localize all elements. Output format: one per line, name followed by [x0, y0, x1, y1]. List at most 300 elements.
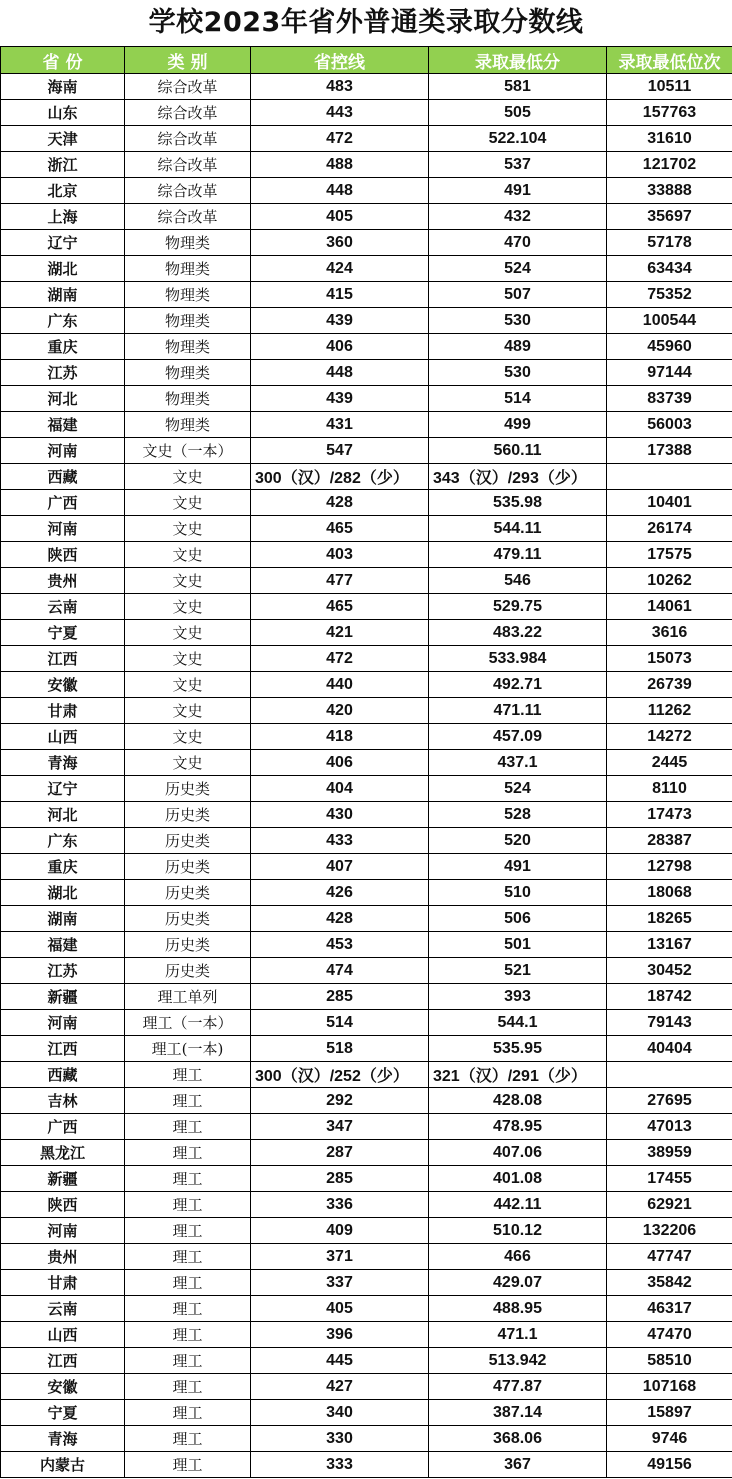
- cell-min-score: 535.98: [429, 490, 607, 516]
- cell-province: 广西: [1, 490, 125, 516]
- cell-category: 物理类: [125, 360, 251, 386]
- cell-control-line: 514: [251, 1010, 429, 1036]
- cell-min-rank: 63434: [607, 256, 732, 282]
- cell-province: 贵州: [1, 568, 125, 594]
- cell-min-score: 510.12: [429, 1218, 607, 1244]
- cell-min-score: 407.06: [429, 1140, 607, 1166]
- table-row: [1, 360, 732, 386]
- cell-min-score: 535.95: [429, 1036, 607, 1062]
- cell-province: 河北: [1, 802, 125, 828]
- cell-min-score: 491: [429, 178, 607, 204]
- cell-control-line: 518: [251, 1036, 429, 1062]
- cell-min-rank: 97144: [607, 360, 732, 386]
- table-row: [1, 672, 732, 698]
- cell-min-rank: 9746: [607, 1426, 732, 1452]
- cell-min-rank: 17575: [607, 542, 732, 568]
- table-row: [1, 854, 732, 880]
- cell-min-rank: 49156: [607, 1452, 732, 1478]
- cell-category: 综合改革: [125, 152, 251, 178]
- cell-min-score: 505: [429, 100, 607, 126]
- cell-category: 文史: [125, 646, 251, 672]
- cell-min-rank: 26174: [607, 516, 732, 542]
- table-row: [1, 464, 732, 490]
- cell-min-rank: 8110: [607, 776, 732, 802]
- cell-min-rank: 38959: [607, 1140, 732, 1166]
- cell-category: 理工(一本): [125, 1036, 251, 1062]
- cell-min-score: 581: [429, 74, 607, 100]
- cell-province: 山东: [1, 100, 125, 126]
- cell-province: 青海: [1, 1426, 125, 1452]
- cell-min-rank: 18068: [607, 880, 732, 906]
- cell-min-score: 499: [429, 412, 607, 438]
- cell-min-rank: 27695: [607, 1088, 732, 1114]
- cell-province: 上海: [1, 204, 125, 230]
- cell-category: 物理类: [125, 230, 251, 256]
- cell-province: 陕西: [1, 542, 125, 568]
- cell-province: 新疆: [1, 984, 125, 1010]
- cell-province: 浙江: [1, 152, 125, 178]
- cell-control-line: 285: [251, 1166, 429, 1192]
- cell-category: 物理类: [125, 256, 251, 282]
- table-row: [1, 568, 732, 594]
- cell-category: 文史: [125, 750, 251, 776]
- cell-province: 云南: [1, 1296, 125, 1322]
- table-row: [1, 1088, 732, 1114]
- cell-control-line: 477: [251, 568, 429, 594]
- cell-province: 宁夏: [1, 1400, 125, 1426]
- cell-category: 综合改革: [125, 74, 251, 100]
- cell-province: 西藏: [1, 1062, 125, 1088]
- cell-min-score: 437.1: [429, 750, 607, 776]
- cell-control-line: 330: [251, 1426, 429, 1452]
- table-row: [1, 412, 732, 438]
- cell-province: 湖北: [1, 880, 125, 906]
- table-row: [1, 1296, 732, 1322]
- cell-min-score: 368.06: [429, 1426, 607, 1452]
- cell-control-line: 440: [251, 672, 429, 698]
- cell-category: 历史类: [125, 802, 251, 828]
- cell-province: 河北: [1, 386, 125, 412]
- cell-category: 理工: [125, 1374, 251, 1400]
- cell-province: 吉林: [1, 1088, 125, 1114]
- cell-min-score: 544.1: [429, 1010, 607, 1036]
- cell-category: 理工: [125, 1426, 251, 1452]
- cell-min-score: 528: [429, 802, 607, 828]
- cell-control-line: 465: [251, 594, 429, 620]
- cell-province: 江西: [1, 1348, 125, 1374]
- cell-control-line: 333: [251, 1452, 429, 1478]
- cell-category: 理工: [125, 1452, 251, 1478]
- cell-min-score: 432: [429, 204, 607, 230]
- cell-min-rank: 14061: [607, 594, 732, 620]
- cell-control-line: 287: [251, 1140, 429, 1166]
- table-row: [1, 1244, 732, 1270]
- table-row: [1, 1400, 732, 1426]
- cell-category: 历史类: [125, 880, 251, 906]
- cell-category: 综合改革: [125, 126, 251, 152]
- cell-control-line: 285: [251, 984, 429, 1010]
- cell-min-rank: 18742: [607, 984, 732, 1010]
- table-body: [1, 74, 732, 1478]
- cell-control-line: 396: [251, 1322, 429, 1348]
- cell-min-score: 520: [429, 828, 607, 854]
- cell-min-rank: 15073: [607, 646, 732, 672]
- cell-category: 理工: [125, 1296, 251, 1322]
- cell-min-rank: 17473: [607, 802, 732, 828]
- cell-min-score: 489: [429, 334, 607, 360]
- cell-min-rank: 132206: [607, 1218, 732, 1244]
- cell-control-line: 360: [251, 230, 429, 256]
- table-row: [1, 1270, 732, 1296]
- cell-control-line: 407: [251, 854, 429, 880]
- cell-control-line: 439: [251, 386, 429, 412]
- cell-min-score: 533.984: [429, 646, 607, 672]
- cell-min-rank: 2445: [607, 750, 732, 776]
- cell-control-line: 448: [251, 360, 429, 386]
- cell-min-score: 492.71: [429, 672, 607, 698]
- table-row: [1, 1114, 732, 1140]
- cell-control-line: 426: [251, 880, 429, 906]
- cell-min-score: 470: [429, 230, 607, 256]
- cell-province: 广东: [1, 828, 125, 854]
- cell-min-rank: 35697: [607, 204, 732, 230]
- cell-control-line: 415: [251, 282, 429, 308]
- cell-control-line: 418: [251, 724, 429, 750]
- cell-min-rank: 57178: [607, 230, 732, 256]
- cell-control-line: 448: [251, 178, 429, 204]
- cell-min-score: 544.11: [429, 516, 607, 542]
- cell-control-line: 472: [251, 126, 429, 152]
- cell-category: 理工: [125, 1322, 251, 1348]
- cell-category: 理工: [125, 1140, 251, 1166]
- cell-min-rank: 13167: [607, 932, 732, 958]
- cell-province: 河南: [1, 1010, 125, 1036]
- cell-category: 理工: [125, 1218, 251, 1244]
- cell-category: 历史类: [125, 906, 251, 932]
- cell-min-score: 428.08: [429, 1088, 607, 1114]
- cell-province: 湖北: [1, 256, 125, 282]
- table-row: [1, 282, 732, 308]
- cell-province: 内蒙古: [1, 1452, 125, 1478]
- cell-category: 理工: [125, 1062, 251, 1088]
- cell-min-rank: 28387: [607, 828, 732, 854]
- table-row: [1, 1348, 732, 1374]
- cell-control-line: 433: [251, 828, 429, 854]
- cell-category: 物理类: [125, 334, 251, 360]
- cell-min-rank: [607, 1062, 732, 1088]
- cell-min-rank: 17455: [607, 1166, 732, 1192]
- cell-min-rank: 40404: [607, 1036, 732, 1062]
- cell-min-score: 529.75: [429, 594, 607, 620]
- cell-min-score: 522.104: [429, 126, 607, 152]
- header-control-line: 省控线: [251, 47, 429, 74]
- cell-category: 历史类: [125, 932, 251, 958]
- cell-min-score: 546: [429, 568, 607, 594]
- cell-category: 文史: [125, 698, 251, 724]
- cell-category: 文史: [125, 516, 251, 542]
- cell-province: 广西: [1, 1114, 125, 1140]
- cell-category: 文史: [125, 672, 251, 698]
- cell-control-line: 428: [251, 906, 429, 932]
- cell-province: 湖南: [1, 906, 125, 932]
- table-row: [1, 1192, 732, 1218]
- cell-control-line: 340: [251, 1400, 429, 1426]
- cell-province: 海南: [1, 74, 125, 100]
- cell-min-score: 442.11: [429, 1192, 607, 1218]
- cell-min-rank: 56003: [607, 412, 732, 438]
- cell-province: 河南: [1, 516, 125, 542]
- table-row: [1, 100, 732, 126]
- cell-min-score: 367: [429, 1452, 607, 1478]
- cell-province: 湖南: [1, 282, 125, 308]
- table-row: [1, 178, 732, 204]
- cell-control-line: 405: [251, 1296, 429, 1322]
- cell-category: 文史: [125, 568, 251, 594]
- cell-min-score: 471.11: [429, 698, 607, 724]
- table-row: [1, 1010, 732, 1036]
- cell-control-line: 300（汉）/282（少）: [251, 464, 429, 490]
- cell-min-rank: 15897: [607, 1400, 732, 1426]
- cell-category: 历史类: [125, 958, 251, 984]
- cell-min-score: 479.11: [429, 542, 607, 568]
- cell-control-line: 409: [251, 1218, 429, 1244]
- cell-min-rank: 58510: [607, 1348, 732, 1374]
- cell-category: 理工: [125, 1114, 251, 1140]
- header-min-score: 录取最低分: [429, 47, 607, 74]
- table-row: [1, 230, 732, 256]
- cell-province: 安徽: [1, 1374, 125, 1400]
- table-row: [1, 646, 732, 672]
- cell-province: 山西: [1, 1322, 125, 1348]
- cell-province: 江苏: [1, 958, 125, 984]
- cell-province: 山西: [1, 724, 125, 750]
- table-row: [1, 1218, 732, 1244]
- cell-control-line: 465: [251, 516, 429, 542]
- cell-category: 综合改革: [125, 204, 251, 230]
- cell-control-line: 421: [251, 620, 429, 646]
- cell-category: 理工（一本）: [125, 1010, 251, 1036]
- cell-control-line: 336: [251, 1192, 429, 1218]
- cell-control-line: 420: [251, 698, 429, 724]
- cell-min-rank: 83739: [607, 386, 732, 412]
- cell-min-score: 471.1: [429, 1322, 607, 1348]
- cell-min-score: 343（汉）/293（少）: [429, 464, 607, 490]
- table-row: [1, 438, 732, 464]
- cell-category: 物理类: [125, 412, 251, 438]
- cell-control-line: 439: [251, 308, 429, 334]
- admission-score-table: [0, 46, 732, 1478]
- table-row: [1, 594, 732, 620]
- cell-min-score: 530: [429, 308, 607, 334]
- cell-min-rank: 47013: [607, 1114, 732, 1140]
- cell-category: 综合改革: [125, 178, 251, 204]
- cell-min-score: 457.09: [429, 724, 607, 750]
- cell-category: 理工: [125, 1166, 251, 1192]
- table-row: [1, 1036, 732, 1062]
- table-row: [1, 750, 732, 776]
- cell-min-rank: 47747: [607, 1244, 732, 1270]
- cell-province: 福建: [1, 412, 125, 438]
- cell-province: 福建: [1, 932, 125, 958]
- cell-min-rank: 17388: [607, 438, 732, 464]
- cell-province: 河南: [1, 438, 125, 464]
- cell-province: 贵州: [1, 1244, 125, 1270]
- cell-control-line: 405: [251, 204, 429, 230]
- cell-min-rank: 121702: [607, 152, 732, 178]
- cell-province: 辽宁: [1, 776, 125, 802]
- cell-min-score: 513.942: [429, 1348, 607, 1374]
- cell-province: 江西: [1, 646, 125, 672]
- cell-min-rank: 35842: [607, 1270, 732, 1296]
- table-row: [1, 828, 732, 854]
- cell-province: 新疆: [1, 1166, 125, 1192]
- cell-control-line: 453: [251, 932, 429, 958]
- table-row: [1, 1322, 732, 1348]
- cell-min-rank: 10401: [607, 490, 732, 516]
- cell-province: 宁夏: [1, 620, 125, 646]
- cell-min-score: 537: [429, 152, 607, 178]
- cell-province: 陕西: [1, 1192, 125, 1218]
- header-min-rank: 录取最低位次: [607, 47, 732, 74]
- cell-min-rank: 14272: [607, 724, 732, 750]
- table-row: [1, 308, 732, 334]
- table-row: [1, 958, 732, 984]
- cell-min-score: 507: [429, 282, 607, 308]
- cell-province: 辽宁: [1, 230, 125, 256]
- table-row: [1, 906, 732, 932]
- cell-control-line: 431: [251, 412, 429, 438]
- cell-min-rank: 47470: [607, 1322, 732, 1348]
- page-title: 学校2023年省外普通类录取分数线: [148, 7, 584, 38]
- cell-min-rank: 10511: [607, 74, 732, 100]
- cell-province: 甘肃: [1, 1270, 125, 1296]
- cell-category: 理工: [125, 1192, 251, 1218]
- table-row: [1, 152, 732, 178]
- cell-category: 文史: [125, 594, 251, 620]
- table-row: [1, 724, 732, 750]
- cell-control-line: 406: [251, 750, 429, 776]
- cell-min-rank: 12798: [607, 854, 732, 880]
- cell-control-line: 371: [251, 1244, 429, 1270]
- table-row: [1, 386, 732, 412]
- cell-min-score: 387.14: [429, 1400, 607, 1426]
- cell-category: 理工: [125, 1270, 251, 1296]
- table-row: [1, 984, 732, 1010]
- cell-min-rank: 107168: [607, 1374, 732, 1400]
- cell-min-score: 429.07: [429, 1270, 607, 1296]
- table-row: [1, 1374, 732, 1400]
- cell-control-line: 430: [251, 802, 429, 828]
- cell-control-line: 428: [251, 490, 429, 516]
- cell-min-score: 560.11: [429, 438, 607, 464]
- cell-control-line: 488: [251, 152, 429, 178]
- cell-category: 物理类: [125, 386, 251, 412]
- cell-province: 北京: [1, 178, 125, 204]
- cell-min-rank: 33888: [607, 178, 732, 204]
- cell-min-rank: [607, 464, 732, 490]
- table-row: [1, 802, 732, 828]
- cell-min-score: 514: [429, 386, 607, 412]
- cell-control-line: 547: [251, 438, 429, 464]
- table-row: [1, 74, 732, 100]
- cell-control-line: 472: [251, 646, 429, 672]
- cell-province: 河南: [1, 1218, 125, 1244]
- cell-min-rank: 10262: [607, 568, 732, 594]
- cell-min-score: 510: [429, 880, 607, 906]
- cell-province: 江西: [1, 1036, 125, 1062]
- cell-control-line: 443: [251, 100, 429, 126]
- cell-control-line: 445: [251, 1348, 429, 1374]
- cell-min-rank: 18265: [607, 906, 732, 932]
- cell-category: 文史: [125, 542, 251, 568]
- cell-min-rank: 11262: [607, 698, 732, 724]
- cell-category: 文史: [125, 620, 251, 646]
- cell-min-score: 530: [429, 360, 607, 386]
- table-row: [1, 126, 732, 152]
- cell-min-score: 321（汉）/291（少）: [429, 1062, 607, 1088]
- cell-min-score: 524: [429, 776, 607, 802]
- table-row: [1, 1426, 732, 1452]
- cell-category: 综合改革: [125, 100, 251, 126]
- table-row: [1, 334, 732, 360]
- cell-control-line: 404: [251, 776, 429, 802]
- cell-province: 西藏: [1, 464, 125, 490]
- cell-province: 江苏: [1, 360, 125, 386]
- cell-min-score: 524: [429, 256, 607, 282]
- cell-category: 文史: [125, 490, 251, 516]
- cell-min-score: 483.22: [429, 620, 607, 646]
- cell-min-rank: 157763: [607, 100, 732, 126]
- cell-category: 物理类: [125, 308, 251, 334]
- cell-category: 理工: [125, 1348, 251, 1374]
- cell-min-score: 401.08: [429, 1166, 607, 1192]
- cell-min-rank: 45960: [607, 334, 732, 360]
- cell-province: 甘肃: [1, 698, 125, 724]
- cell-min-rank: 3616: [607, 620, 732, 646]
- cell-min-rank: 31610: [607, 126, 732, 152]
- cell-min-score: 393: [429, 984, 607, 1010]
- cell-province: 天津: [1, 126, 125, 152]
- cell-province: 青海: [1, 750, 125, 776]
- cell-min-score: 477.87: [429, 1374, 607, 1400]
- cell-category: 历史类: [125, 854, 251, 880]
- cell-control-line: 427: [251, 1374, 429, 1400]
- table-row: [1, 698, 732, 724]
- cell-category: 物理类: [125, 282, 251, 308]
- cell-min-rank: 26739: [607, 672, 732, 698]
- table-row: [1, 932, 732, 958]
- cell-category: 理工单列: [125, 984, 251, 1010]
- cell-category: 文史: [125, 724, 251, 750]
- cell-min-score: 478.95: [429, 1114, 607, 1140]
- cell-province: 黑龙江: [1, 1140, 125, 1166]
- cell-min-rank: 100544: [607, 308, 732, 334]
- cell-category: 历史类: [125, 828, 251, 854]
- table-row: [1, 490, 732, 516]
- cell-control-line: 483: [251, 74, 429, 100]
- table-row: [1, 1062, 732, 1088]
- table-row: [1, 542, 732, 568]
- cell-min-rank: 79143: [607, 1010, 732, 1036]
- cell-min-score: 488.95: [429, 1296, 607, 1322]
- cell-province: 安徽: [1, 672, 125, 698]
- cell-min-score: 506: [429, 906, 607, 932]
- cell-control-line: 474: [251, 958, 429, 984]
- cell-category: 理工: [125, 1244, 251, 1270]
- table-row: [1, 1452, 732, 1478]
- table-row: [1, 1140, 732, 1166]
- cell-control-line: 300（汉）/252（少）: [251, 1062, 429, 1088]
